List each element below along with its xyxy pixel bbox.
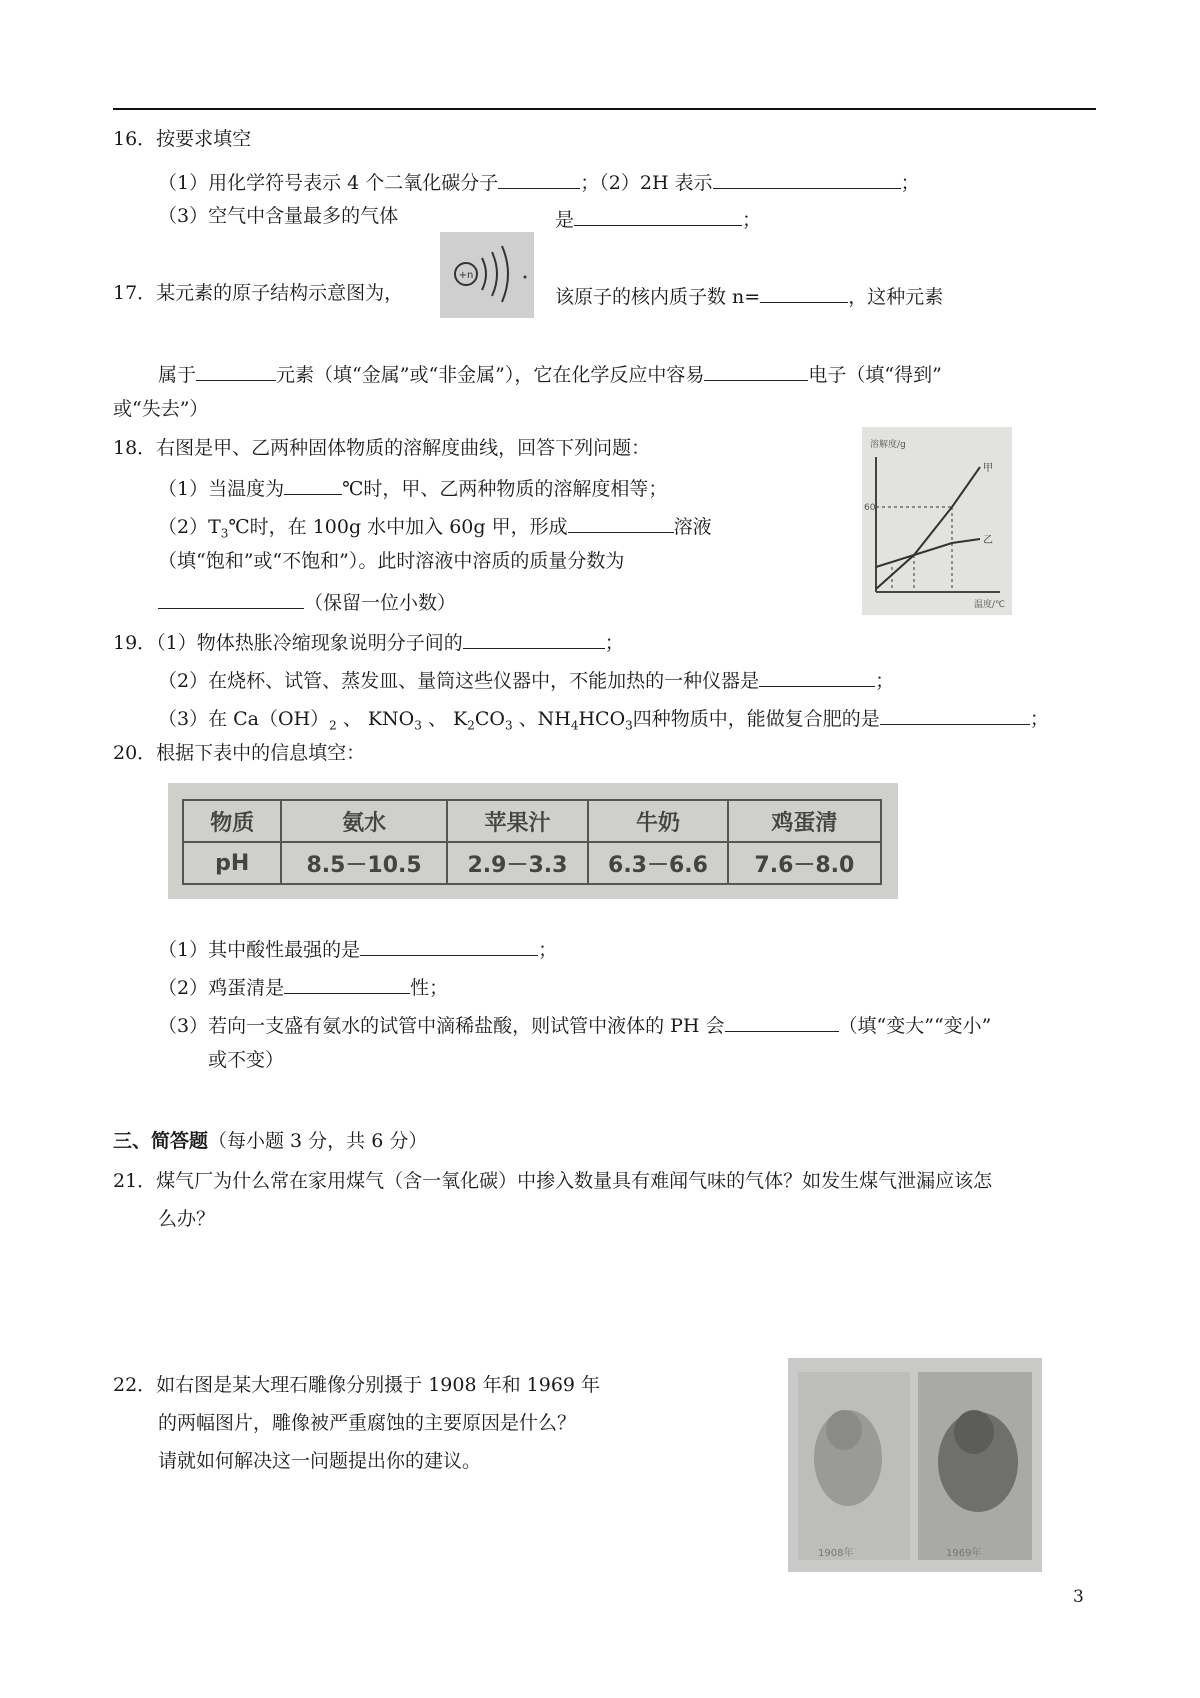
q22-line2: 的两幅图片，雕像被严重腐蚀的主要原因是什么？ [158, 1412, 577, 1434]
q20-part1: （1）其中酸性最强的是 ； [158, 935, 557, 962]
q18-blank-2[interactable] [568, 512, 674, 533]
q16-blank-2[interactable] [713, 168, 901, 189]
q16-part1: （1）用化学符号表示 4 个二氧化碳分子 ；（2）2H 表示 ； [158, 168, 920, 195]
table-header-cell: 氨水 [281, 800, 446, 842]
q17-line3: 或“失去”） [113, 398, 209, 420]
q19-blank-1[interactable] [463, 628, 605, 649]
nucleus-label: +n [458, 270, 474, 281]
q22-line1: 22．如右图是某大理石雕像分别摄于 1908 年和 1969 年 [113, 1374, 601, 1396]
statue-photos [788, 1358, 1042, 1572]
q17-line1-a: 17．某元素的原子结构示意图为， [113, 282, 404, 304]
table-cell: 2.9－3.3 [447, 842, 589, 884]
caption-1969: 1969年 [946, 1548, 982, 1559]
q16-title: 16．按要求填空 [113, 128, 252, 150]
table-cell: 7.6－8.0 [728, 842, 881, 884]
q17-blank-2[interactable] [196, 360, 276, 381]
caption-1908: 1908年 [818, 1548, 854, 1559]
q19-blank-3[interactable] [880, 704, 1030, 725]
section3-heading: 三、简答题（每小题 3 分，共 6 分） [113, 1130, 428, 1152]
q19-part3: （3）在 $Ca(OH)_2$ 、 $KNO_3$ 、 $K_2CO_3$ 、$NH_4HCO_3$四种物质中，能做复合肥的是 ； [158, 704, 1049, 733]
ph-table-image [168, 783, 898, 899]
chart-xlabel: 温度/℃ [974, 600, 1006, 610]
q18-part2-line2: （填“饱和”或“不饱和”）。此时溶液中溶质的质量分数为 [158, 550, 625, 572]
q18-blank-1[interactable] [284, 474, 342, 495]
q20-blank-2[interactable] [284, 973, 410, 994]
q19-part2: （2）在烧杯、试管、蒸发皿、量筒这些仪器中，不能加热的一种仪器是 ； [158, 666, 894, 693]
q20-part2: （2）鸡蛋清是 性； [158, 973, 448, 1000]
q16-blank-3[interactable] [574, 205, 742, 226]
q16-blank-1[interactable] [498, 168, 580, 189]
table-header-cell: 物质 [183, 800, 281, 842]
table-cell: 6.3－6.6 [588, 842, 728, 884]
q18-title: 18．右图是甲、乙两种固体物质的溶解度曲线，回答下列问题： [113, 437, 651, 459]
q20-part3-line2: 或不变） [208, 1049, 285, 1071]
q20-part3: （3）若向一支盛有氨水的试管中滴稀盐酸，则试管中液体的 PH 会 （填“变大”“变小” [158, 1011, 991, 1038]
q18-part1: （1）当温度为 ℃时，甲、乙两种物质的溶解度相等； [158, 474, 667, 501]
header-rule [113, 108, 1096, 110]
page-number: 3 [1073, 1587, 1084, 1607]
q17-blank-1[interactable] [760, 282, 848, 303]
q18-blank-3[interactable] [158, 588, 304, 609]
q20-title: 20．根据下表中的信息填空： [113, 742, 366, 764]
q18-part2-line3: （保留一位小数） [158, 588, 456, 615]
q17-line1-b: 该原子的核内质子数 n= ，这种元素 [555, 282, 943, 309]
q21-line1: 21．煤气厂为什么常在家用煤气（含一氧化碳）中掺入数量具有难闻气味的气体？如发生煤气泄漏应该怎 [113, 1170, 993, 1192]
q18-part2: $(2)T_3℃$时，在 100g 水中加入 60g 甲，形成 溶液 [158, 512, 712, 541]
q21-line2: 么办？ [158, 1208, 216, 1230]
chart-tick-60: 60 [864, 503, 876, 513]
q16-part3-b: 是 ； [555, 205, 761, 232]
curve-yi-label: 乙 [983, 535, 993, 546]
chart-ylabel: 溶解度/g [870, 440, 906, 450]
q19-part1: 19．（1）物体热胀冷缩现象说明分子间的 ； [113, 628, 624, 655]
table-header-cell: 苹果汁 [447, 800, 589, 842]
q22-line3: 请就如何解决这一问题提出你的建议。 [158, 1450, 482, 1472]
solubility-curve-chart [862, 427, 1012, 615]
table-header-cell: 牛奶 [588, 800, 728, 842]
q19-blank-2[interactable] [759, 666, 875, 687]
q17-line2: 属于 元素（填“金属”或“非金属”），它在化学反应中容易 电子（填“得到” [158, 360, 942, 387]
table-header-cell: 鸡蛋清 [728, 800, 881, 842]
q20-blank-1[interactable] [360, 935, 538, 956]
atom-structure-diagram [440, 232, 534, 318]
table-cell: 8.5－10.5 [281, 842, 446, 884]
ph-table [182, 799, 882, 885]
q17-blank-3[interactable] [704, 360, 808, 381]
q20-blank-3[interactable] [725, 1011, 839, 1032]
curve-jia-label: 甲 [983, 463, 993, 474]
q16-part3: （3）空气中含量最多的气体 [158, 205, 399, 227]
table-cell: pH [183, 842, 281, 884]
